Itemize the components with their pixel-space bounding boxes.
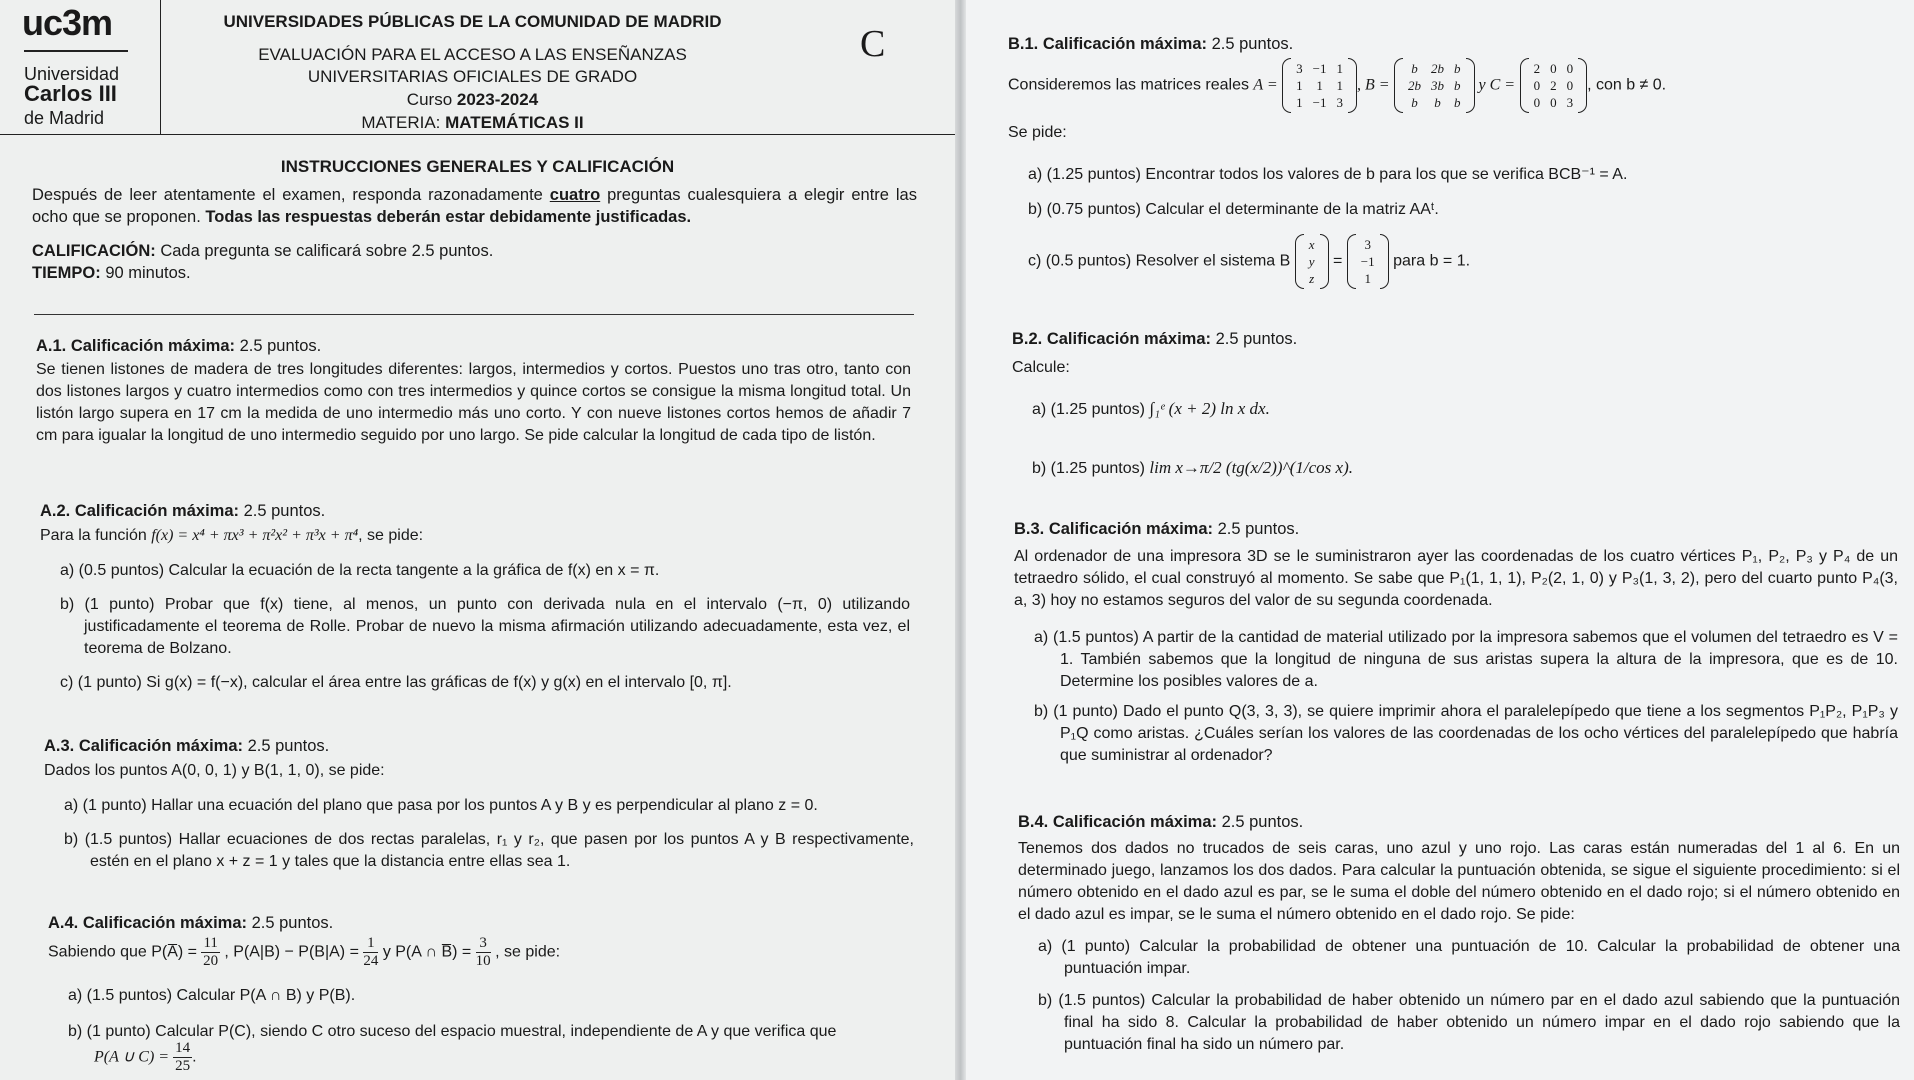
matrix-a-cell: 1 — [1296, 78, 1303, 93]
question-b3-part-b: b) (1 punto) Dado el punto Q(3, 3, 3), se quiere imprimir ahora el paralelepípedo que tiene a los segmentos P₁P₂, P₁P₃ y P₁Q como aristas. ¿Cuáles serían los valores de las coordenadas de los ocho vértices del paralelepípedo que habría que suministrar al ordenador? — [1034, 703, 1898, 764]
exam-page-left — [0, 0, 955, 1080]
vector-rhs-cell: 1 — [1364, 271, 1371, 286]
fraction-3-10 — [476, 935, 491, 970]
matrix-c-cell: 0 — [1550, 95, 1557, 110]
matrix-c-cell: 0 — [1550, 61, 1557, 76]
question-a4-part-b-formula — [94, 1040, 197, 1075]
instr-emphasis: cuatro — [549, 186, 601, 204]
question-b4-heading — [1018, 811, 1303, 833]
a4-union: P(A ∪ C) = — [94, 1048, 174, 1066]
vector-rhs-row — [1356, 253, 1380, 270]
vector-xyz-cell: x — [1308, 237, 1315, 252]
header-line-2: EVALUACIÓN PARA EL ACCESO A LAS ENSEÑANZAS — [258, 45, 687, 64]
vector-rhs-row — [1356, 236, 1380, 253]
question-a2-part-a: a) (0.5 puntos) Calcular la ecuación de la recta tangente a la gráfica de f(x) en x = π. — [60, 562, 660, 579]
matrix-b-cell: b — [1454, 61, 1461, 76]
subject-label: MATERIA: — [361, 113, 446, 132]
logo-line-2: Carlos III — [24, 81, 117, 106]
question-b1-part-b: b) (0.75 puntos) Calcular el determinante de la matriz AAᵗ. — [1028, 201, 1439, 218]
matrix-a-cell: 3 — [1296, 61, 1303, 76]
page-gutter — [955, 0, 966, 1080]
a4-points: 2.5 puntos. — [247, 914, 334, 932]
b2-a-label: a) (1.25 puntos) — [1032, 401, 1145, 418]
a2-title: A.2. Calificación máxima: — [40, 502, 239, 520]
b1-c-condition: para b = 1. — [1393, 252, 1471, 270]
matrix-b — [1394, 60, 1475, 111]
b2-integral: ∫₁ᵉ (x + 2) ln x dx. — [1149, 399, 1270, 418]
question-b2-part-b — [1032, 457, 1353, 480]
matrix-c-row — [1529, 94, 1579, 111]
matrix-c-cell: 3 — [1566, 95, 1574, 110]
frac3-num: 3 — [476, 935, 491, 953]
fraction-11-20 — [201, 935, 219, 970]
instructions-text — [32, 184, 917, 228]
fraction-14-25 — [173, 1040, 192, 1075]
vector-rhs — [1347, 236, 1389, 287]
question-a1-heading — [36, 335, 321, 357]
matrix-c-cell: 2 — [1533, 61, 1541, 76]
matrix-c-cell: 2 — [1550, 78, 1557, 93]
a4-intro-d: , se pide: — [495, 943, 561, 961]
b1-title: B.1. Calificación máxima: — [1008, 35, 1207, 53]
fraction-1-24 — [363, 935, 378, 970]
matrix-a-row — [1291, 94, 1348, 111]
question-b4-part-b: b) (1.5 puntos) Calcular la probabilidad de haber obtenido un número par en el dado azul sabiendo que la puntuación final ha sido 8. Calcular la probabilidad de haber obtenido un número impar en el dado rojo sabiendo que la puntuación final ha sido un número par. — [1038, 992, 1900, 1053]
question-a4-part-b: b) (1 punto) Calcular P(C), siendo C otro suceso del espacio muestral, independiente de A y que verifica que — [68, 1023, 837, 1040]
b1-condition: , con b ≠ 0. — [1587, 76, 1667, 94]
question-b1-part-c: c) (0.5 puntos) Resolver el sistema B x y z = 3 −1 1 para b = 1. — [1028, 237, 1471, 286]
frac1-den: 20 — [203, 953, 219, 969]
b3-points: 2.5 puntos. — [1213, 520, 1300, 538]
matrix-b-row — [1403, 94, 1466, 111]
question-b4-part-a: a) (1 punto) Calcular la probabilidad de obtener una puntuación de 10. Calcular la probabilidad de obtener una puntuación impar. — [1038, 938, 1900, 977]
vector-rhs-cell: 3 — [1364, 237, 1371, 252]
matrix-b-cell: b — [1411, 95, 1418, 110]
vector-xyz — [1295, 236, 1329, 287]
frac4-den: 25 — [175, 1058, 191, 1074]
b2-b-label: b) (1.25 puntos) — [1032, 460, 1145, 477]
question-a4-heading — [48, 912, 333, 934]
vector-xyz-row — [1304, 270, 1320, 287]
a2-points: 2.5 puntos. — [239, 502, 326, 520]
b2-points: 2.5 puntos. — [1211, 330, 1298, 348]
grading-label: CALIFICACIÓN: — [32, 242, 156, 260]
matrix-a-cell: 1 — [1296, 95, 1303, 110]
matrix-a-cell: 1 — [1336, 61, 1343, 76]
a2-intro-b: , se pide: — [358, 527, 424, 544]
question-a3-heading — [44, 735, 329, 757]
subject-name: MATEMÁTICAS II — [445, 113, 584, 132]
a4-title: A.4. Calificación máxima: — [48, 914, 247, 932]
matrix-b-cell: b — [1454, 95, 1461, 110]
matrix-c-row — [1529, 77, 1579, 94]
question-b1-part-a: a) (1.25 puntos) Encontrar todos los valores de b para los que se verifica BCB⁻¹ = A. — [1028, 166, 1628, 183]
matrix-a-row — [1291, 77, 1348, 94]
question-b2-part-a — [1032, 398, 1270, 421]
a4-intro-c: y P(A ∩ B̅) = — [382, 943, 476, 961]
matrix-b-cell: 3b — [1431, 78, 1445, 93]
matrix-a-row — [1291, 60, 1348, 77]
matrix-a — [1282, 60, 1357, 111]
time-text: 90 minutos. — [100, 264, 191, 282]
matrix-c-cell: 0 — [1566, 78, 1574, 93]
matrix-c — [1520, 60, 1588, 111]
frac3-den: 10 — [475, 953, 491, 969]
matrix-b-row — [1403, 60, 1466, 77]
course-year: 2023-2024 — [456, 90, 539, 109]
section-divider — [34, 314, 914, 315]
grading-text: Cada pregunta se calificará sobre 2.5 puntos. — [155, 242, 494, 260]
question-b3-part-a: a) (1.5 puntos) A partir de la cantidad de material utilizado por la impresora sabemos que el volumen del tetraedro es V = 1. También sabemos que la longitud de ninguna de sus aristas supera la altura de la impresora, que es de 10. Determine los posibles valores de a. — [1034, 629, 1898, 690]
matrix-c-cell: 0 — [1566, 61, 1574, 76]
matrix-a-cell: −1 — [1312, 95, 1327, 110]
matrix-a-cell: 1 — [1336, 78, 1343, 93]
vector-xyz-cell: z — [1309, 271, 1315, 286]
vector-rhs-row — [1356, 270, 1380, 287]
question-b1-matrices — [1008, 60, 1666, 111]
a1-points: 2.5 puntos. — [235, 337, 322, 355]
b3-title: B.3. Calificación máxima: — [1014, 520, 1213, 538]
matrix-c-cell: 0 — [1533, 78, 1541, 93]
matrix-c-row — [1529, 60, 1579, 77]
matrix-a-cell: 1 — [1316, 78, 1323, 93]
header-line-3: UNIVERSITARIAS OFICIALES DE GRADO — [307, 67, 638, 86]
vector-xyz-row — [1304, 236, 1320, 253]
matrix-a-label: A = — [1253, 76, 1278, 94]
b1-c-text: c) (0.5 puntos) Resolver el sistema B — [1028, 252, 1291, 270]
exam-page-right — [966, 0, 1914, 1080]
header-course — [160, 90, 785, 110]
frac1-num: 11 — [203, 935, 218, 951]
logo-wordmark: uc3m — [22, 2, 113, 43]
matrix-a-cell: 3 — [1336, 95, 1343, 110]
matrix-b-cell: 2b — [1408, 78, 1422, 93]
course-label: Curso — [406, 90, 457, 109]
question-b1-heading — [1008, 33, 1293, 55]
matrix-b-cell: b — [1434, 95, 1441, 110]
instr-part-c: preguntas cualesquiera a elegir entre las ocho que se proponen. — [32, 186, 917, 226]
frac2-den: 24 — [363, 953, 379, 969]
grading-line — [32, 240, 493, 262]
question-a4-part-a: a) (1.5 puntos) Calcular P(A ∩ B) y P(B). — [68, 987, 356, 1004]
a2-function: f(x) = x⁴ + πx³ + π²x² + π³x + π⁴ — [151, 527, 359, 544]
a2-intro-a: Para la función — [40, 527, 152, 544]
question-a1-text: Se tienen listones de madera de tres longitudes diferentes: largos, intermedios y cortos. Puestos uno tras otro, tanto con dos listones largos y cuatro intermedios como con tres intermedios y quince cortos se consigue la misma longitud total. Un listón largo supera en 17 cm la medida de uno intermedio más uno corto. Y con nueve listones cortos hemos de añadir 7 cm para igualar la longitud de uno intermedio seguido por uno largo. Se pide calcular la longitud de cada tipo de listón. — [36, 361, 911, 444]
a4-intro-a: Sabiendo que P(A̅) = — [48, 943, 202, 961]
exam-model-letter: C — [860, 23, 886, 65]
vector-xyz-row — [1304, 253, 1320, 270]
matrix-b-row — [1403, 77, 1466, 94]
matrix-b-cell: 2b — [1431, 61, 1445, 76]
question-a4-intro — [48, 935, 560, 970]
header-line-1: UNIVERSIDADES PÚBLICAS DE LA COMUNIDAD DE MADRID — [223, 12, 722, 31]
question-b2-ask: Calcule: — [1012, 359, 1070, 376]
matrix-c-label: y C = — [1474, 76, 1516, 94]
question-a2-heading — [40, 500, 325, 522]
instructions-title: INSTRUCCIONES GENERALES Y CALIFICACIÓN — [280, 157, 675, 176]
a3-points: 2.5 puntos. — [243, 737, 330, 755]
logo-line-1: Universidad — [24, 64, 120, 84]
matrix-c-cell: 0 — [1533, 95, 1541, 110]
b1-points: 2.5 puntos. — [1207, 35, 1294, 53]
question-a2-part-c: c) (1 punto) Si g(x) = f(−x), calcular el área entre las gráficas de f(x) y g(x) en el intervalo [0, π]. — [60, 674, 732, 691]
time-label: TIEMPO: — [32, 264, 101, 282]
b2-title: B.2. Calificación máxima: — [1012, 330, 1211, 348]
a4-intro-b: , P(A|B) − P(B|A) = — [224, 943, 364, 961]
header-subject — [160, 113, 785, 133]
question-b3-text: Al ordenador de una impresora 3D se le suministraron ayer las coordenadas de los cuatro vértices P₁, P₂, P₃ y P₄ de un tetraedro sólido, el cual construyó al momento. Se sabe que P₁(1, 1, 1), P₂(2, 1, 0) y P₃(1, 3, 2), pero del cuarto punto P₄(3, a, 3) hoy no estamos seguros del valor de su segunda coordenada. — [1014, 548, 1898, 609]
time-line — [32, 262, 191, 284]
matrix-b-cell: b — [1454, 78, 1461, 93]
instr-justify: Todas las respuestas deberán estar debidamente justificadas. — [205, 208, 692, 226]
logo-line-3: de Madrid — [24, 108, 105, 128]
a4-end: . — [192, 1048, 197, 1066]
frac4-num: 14 — [175, 1040, 191, 1056]
b4-title: B.4. Calificación máxima: — [1018, 813, 1217, 831]
instr-part-a: Después de leer atentamente el examen, responda razonadamente — [32, 186, 550, 204]
b1-intro: Consideremos las matrices reales — [1008, 76, 1254, 94]
question-b2-heading — [1012, 328, 1297, 350]
logo-divider — [24, 50, 128, 52]
question-b3-heading — [1014, 518, 1299, 540]
question-a3-part-a: a) (1 punto) Hallar una ecuación del plano que pasa por los puntos A y B y es perpendicular al plano z = 0. — [64, 797, 818, 814]
vector-xyz-cell: y — [1308, 254, 1315, 269]
a1-title: A.1. Calificación máxima: — [36, 337, 235, 355]
frac2-num: 1 — [363, 935, 378, 953]
question-b4-text: Tenemos dos dados no trucados de seis caras, uno azul y uno rojo. Las caras están numeradas del 1 al 6. En un determinado juego, lanzamos los dos dados. Para calcular la puntuación obtenida, se sigue el siguiente procedimiento: si el número obtenido en el dado azul es par, se le suma el doble del número obtenido en el dado rojo; si el número obtenido en el dado azul es impar, se le suma el número obtenido en el dado rojo. Se pide: — [1018, 840, 1900, 923]
question-b1-ask: Se pide: — [1008, 124, 1067, 141]
question-a2-intro — [40, 525, 423, 547]
university-logo — [0, 0, 161, 134]
matrix-b-cell: b — [1411, 61, 1418, 76]
b2-limit: lim x→π/2 (tg(x/2))^(1/cos x). — [1149, 458, 1353, 477]
matrix-b-label: , B = — [1357, 76, 1390, 94]
question-a2-part-b: b) (1 punto) Probar que f(x) tiene, al menos, un punto con derivada nula en el intervalo (−π, 0) utilizando justificadamente el teorema de Rolle. Probar de nuevo la misma afirmación utilizando adecuadamente, esta vez, el teorema de Bolzano. — [60, 596, 910, 657]
b4-points: 2.5 puntos. — [1217, 813, 1304, 831]
matrix-a-cell: −1 — [1312, 61, 1327, 76]
vector-rhs-cell: −1 — [1360, 254, 1375, 269]
question-a3-intro: Dados los puntos A(0, 0, 1) y B(1, 1, 0), se pide: — [44, 762, 385, 779]
a3-title: A.3. Calificación máxima: — [44, 737, 243, 755]
exam-header — [0, 0, 955, 135]
question-a3-part-b: b) (1.5 puntos) Hallar ecuaciones de dos rectas paralelas, r₁ y r₂, que pasen por los puntos A y B respectivamente, estén en el plano x + z = 1 y tales que la distancia entre ellas sea 1. — [64, 831, 914, 870]
